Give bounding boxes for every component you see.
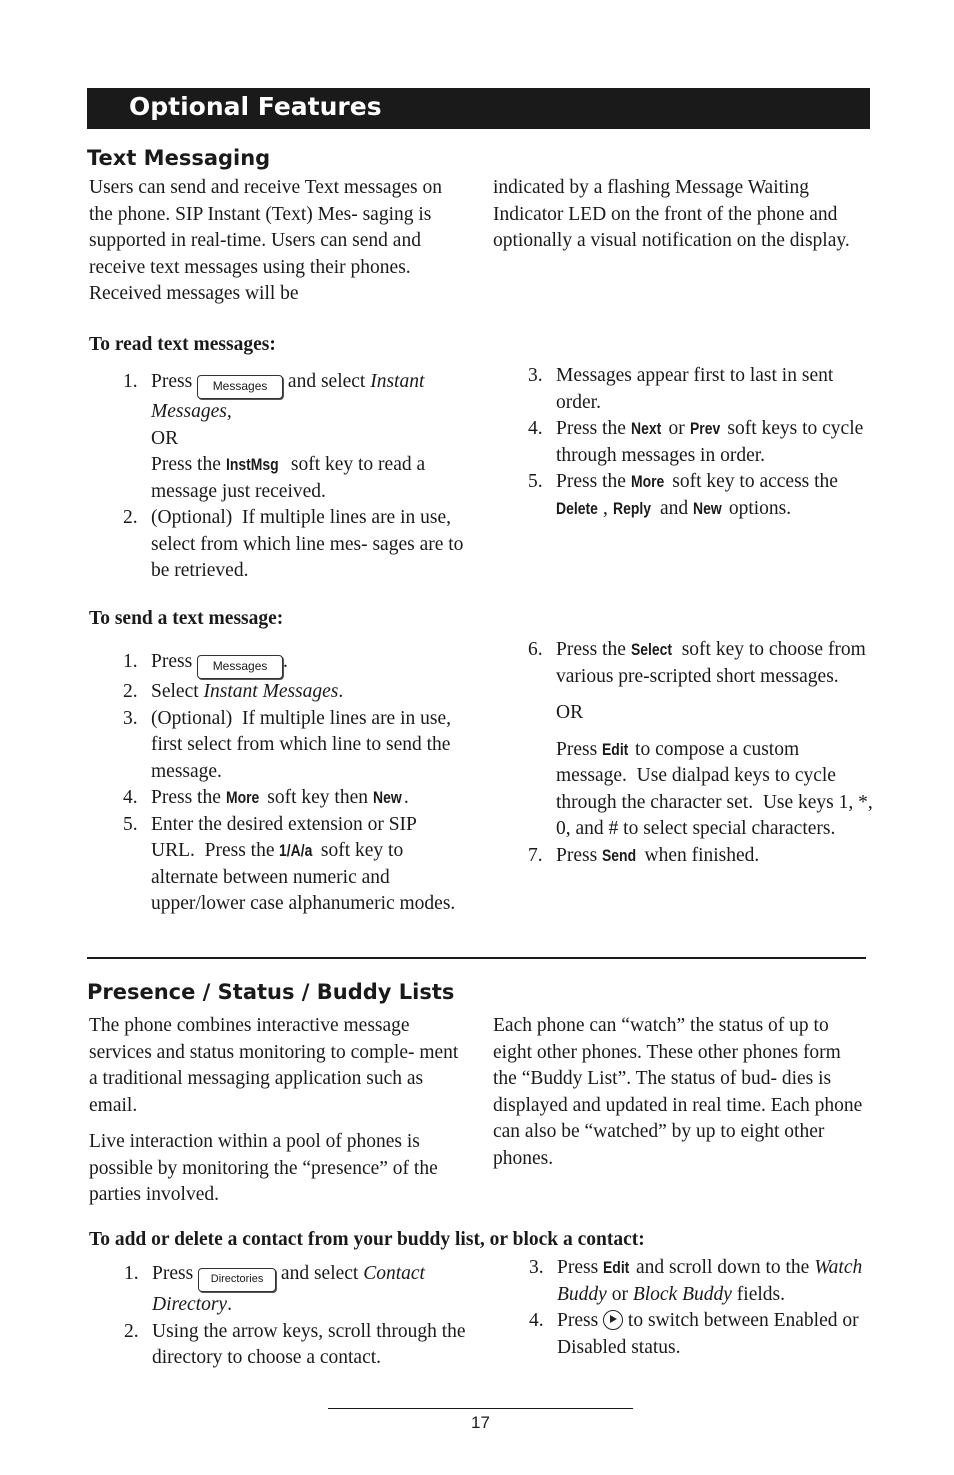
list-item: 2. Select Instant Messages.	[123, 681, 344, 702]
page-number: 17	[471, 1413, 490, 1432]
list-item: 7. Press Send when finished.	[494, 843, 874, 870]
delete-soft-key[interactable]: Delete	[556, 498, 598, 518]
presence-paragraph-3: Each phone can “watch” the status of up to eight other phones. These other phones form the “Buddy List”. The status of bud- dies is displayed and updated in real time. Each phone can also be “watched” by up to eight other phones.	[493, 1015, 863, 1169]
list-item: 1. Press Messages and select Instant Messages, OR Press the InstMsg soft key to read a message just received.	[123, 371, 426, 502]
more-soft-key[interactable]: More	[225, 788, 260, 807]
list-item: 3. Press Edit and scroll down to the Watch Buddy or Block Buddy fields.	[529, 1257, 863, 1305]
list-item: 4. Press to switch between Enabled or Disabled status.	[529, 1310, 859, 1358]
list-item: 5. Press the More soft key to access the Delete , Reply and New options.	[494, 469, 874, 522]
presence-paragraph-1: The phone combines interactive message services and status monitoring to comple- ment a traditional messaging application such as email.	[89, 1015, 459, 1116]
send-steps-right	[494, 637, 874, 869]
reply-soft-key[interactable]: Reply	[612, 498, 651, 518]
list-item: 4. Press the More soft key then New .	[89, 785, 469, 812]
buddy-procedure-heading: To add or delete a contact from your buddy list, or block a contact:	[89, 1229, 645, 1250]
section-banner	[87, 88, 870, 129]
buddy-steps-right	[495, 1255, 875, 1361]
new-soft-key[interactable]: New	[692, 498, 722, 518]
section-title: Optional Features	[129, 92, 382, 121]
buddy-steps-left	[90, 1261, 470, 1372]
instmsg-soft-key[interactable]: InstMsg	[225, 455, 279, 474]
send-soft-key[interactable]: Send	[602, 845, 637, 865]
list-item: 5. Enter the desired extension or SIP URL. Press the 1/A/a soft key to alternate between numeric and upper/lower case alphanumeric modes.	[123, 813, 456, 914]
mode-soft-key[interactable]: 1/A/a	[279, 841, 313, 860]
list-item: 6. Press the Select soft key to choose from various pre-scripted short messages. OR Press Edit to compose a custom message. Use dialpad keys to cycle through the character set. Use keys 1, *, 0, and # to select special characters.	[528, 639, 873, 839]
list-item: 2. Using the arrow keys, scroll through the directory to choose a contact.	[124, 1320, 466, 1368]
new-soft-key[interactable]: New	[372, 788, 402, 807]
prev-soft-key[interactable]: Prev	[689, 419, 720, 438]
list-item: 2. (Optional) If multiple lines are in use, select from which line mes- sages are to be retrieved.	[123, 507, 464, 581]
directories-button[interactable]: Directories	[198, 1268, 276, 1292]
read-steps-left	[89, 369, 469, 585]
read-messages-heading: To read text messages:	[89, 334, 276, 355]
list-item: 4. Press the Next or Prev soft keys to cycle through messages in order.	[528, 418, 864, 466]
messages-button[interactable]: Messages	[197, 375, 283, 399]
read-steps-right	[494, 363, 874, 522]
edit-soft-key[interactable]: Edit	[603, 1258, 630, 1277]
messages-button[interactable]: Messages	[197, 655, 283, 679]
footer-rule	[328, 1408, 633, 1409]
presence-left-text	[89, 1013, 461, 1209]
next-soft-key[interactable]: Next	[630, 419, 661, 438]
text-messaging-heading: Text Messaging	[87, 146, 271, 170]
send-message-heading: To send a text message:	[89, 608, 284, 629]
select-soft-key[interactable]: Select	[630, 640, 672, 659]
list-item: 3. (Optional) If multiple lines are in use, first select from which line to send the message.	[123, 707, 452, 782]
edit-soft-key[interactable]: Edit	[602, 739, 629, 759]
text-messaging-intro-left: Users can send and receive Text messages on the phone. SIP Instant (Text) Mes- saging is supported in real-time. Users can send and receive text messages using their phones. Received messages will be	[89, 177, 442, 304]
section-divider	[87, 957, 866, 959]
send-steps-left	[89, 649, 469, 918]
presence-heading: Presence / Status / Buddy Lists	[87, 980, 455, 1004]
list-item: 1. Press Directories and select Contact Directory.	[124, 1263, 425, 1315]
list-item: 3. Messages appear first to last in sent order.	[528, 365, 834, 413]
list-item: 1. Press Messages .	[89, 649, 469, 679]
presence-paragraph-2: Live interaction within a pool of phones is possible by monitoring the “presence” of the parties involved.	[89, 1131, 438, 1205]
right-arrow-icon[interactable]	[603, 1310, 623, 1330]
more-soft-key[interactable]: More	[630, 472, 665, 491]
text-messaging-intro-right: indicated by a flashing Message Waiting Indicator LED on the front of the phone and optionally a visual notification on the display.	[493, 177, 850, 251]
